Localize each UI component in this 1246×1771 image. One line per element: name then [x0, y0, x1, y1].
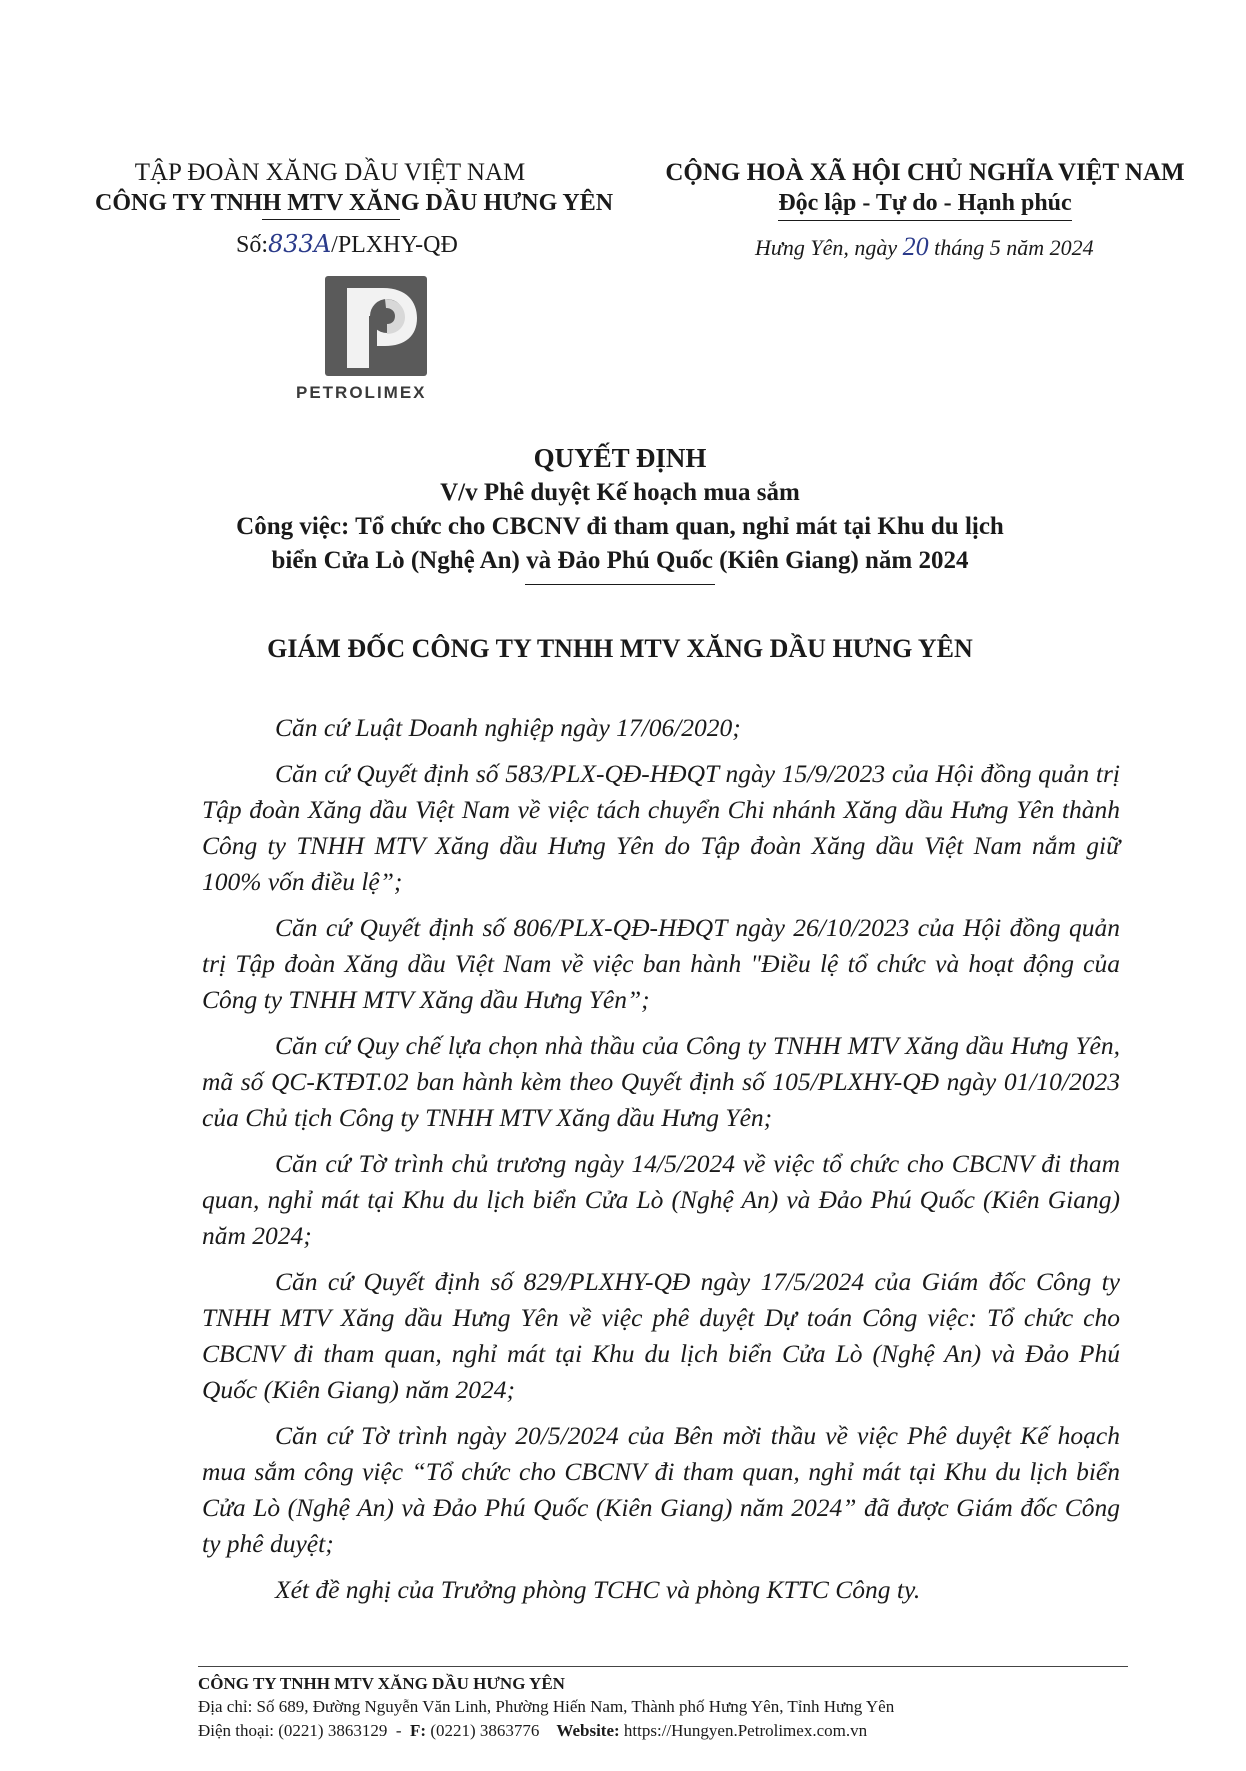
footer-address: Địa chỉ: Số 689, Đường Nguyễn Văn Linh, Phường Hiến Nam, Thành phố Hưng Yên, Tỉnh Hưng Yên [198, 1697, 895, 1716]
issuing-authority: GIÁM ĐỐC CÔNG TY TNHH MTV XĂNG DẦU HƯNG YÊN [267, 634, 973, 663]
legal-bases [202, 710, 1120, 1618]
document-number [236, 230, 458, 259]
page-footer [198, 1666, 1128, 1743]
website-label: Website: [556, 1721, 620, 1740]
title-underline [525, 584, 715, 585]
national-header [640, 158, 1210, 221]
proposal-paragraph: Xét đề nghị của Trưởng phòng TCHC và phòng KTTC Công ty. [275, 1575, 921, 1604]
decision-heading: QUYẾT ĐỊNH [533, 443, 707, 473]
document-number-handwritten: 833A [268, 230, 332, 258]
decision-work-line-2: biển Cửa Lò (Nghệ An) và Đảo Phú Quốc (Kiên Giang) năm 2024 [271, 547, 969, 574]
website-link[interactable]: https://Hungyen.Petrolimex.com.vn [623, 1721, 868, 1740]
fax-number: (0221) 3863776 [430, 1721, 540, 1740]
legal-basis-paragraph: Căn cứ Luật Doanh nghiệp ngày 17/06/2020; [275, 713, 741, 742]
legal-basis-paragraph: Căn cứ Quyết định số 583/PLX-QĐ-HĐQT ngày 15/9/2023 của Hội đồng quản trị Tập đoàn Xăng dầu Việt Nam về việc tách chuyển Chi nhánh Xăng dầu Hưng Yên thành Công ty TNHH MTV Xăng dầu Hưng Yên do Tập đoàn Xăng dầu Việt Nam nắm giữ 100% vốn điều lệ”; [202, 759, 1120, 896]
legal-basis-paragraph: Căn cứ Quyết định số 806/PLX-QĐ-HĐQT ngày 26/10/2023 của Hội đồng quản trị Tập đoàn Xăng dầu Việt Nam về việc ban hành "Điều lệ tổ chức và hoạt động của Công ty TNHH MTV Xăng dầu Hưng Yên”; [202, 913, 1120, 1014]
footer-company: CÔNG TY TNHH MTV XĂNG DẦU HƯNG YÊN [198, 1674, 565, 1693]
decision-subject: V/v Phê duyệt Kế hoạch mua sắm [440, 479, 800, 506]
legal-basis-paragraph: Căn cứ Tờ trình chủ trương ngày 14/5/2024 về việc tổ chức cho CBCNV đi tham quan, nghỉ mát tại Khu du lịch biển Cửa Lò (Nghệ An) và Đảo Phú Quốc (Kiên Giang) năm 2024; [202, 1149, 1120, 1250]
petrolimex-logo-icon [325, 276, 427, 376]
company-name: CÔNG TY TNHH MTV XĂNG DẦU HƯNG YÊN [95, 190, 614, 216]
issuer-header [95, 158, 614, 218]
decision-title-block [160, 440, 1080, 585]
national-motto: Độc lập - Tự do - Hạnh phúc [778, 188, 1071, 221]
date-prefix: Hưng Yên, ngày [755, 235, 898, 260]
phone-label: Điện thoại: [198, 1721, 275, 1740]
document-number-prefix: Số: [236, 232, 269, 258]
phone-number: (0221) 3863129 [278, 1721, 388, 1740]
date-suffix: tháng 5 năm 2024 [934, 235, 1094, 260]
fax-label: F: [410, 1721, 427, 1740]
separator: - [395, 1721, 402, 1740]
legal-basis-paragraph: Căn cứ Quyết định số 829/PLXHY-QĐ ngày 17/5/2024 của Giám đốc Công ty TNHH MTV Xăng dầu Hưng Yên về việc phê duyệt Dự toán Công việc: Tổ chức cho CBCNV đi tham quan, nghỉ mát tại Khu du lịch biển Cửa Lò (Nghệ An) và Đảo Phú Quốc (Kiên Giang) năm 2024; [202, 1267, 1120, 1404]
legal-basis-paragraph: Căn cứ Tờ trình ngày 20/5/2024 của Bên mời thầu về việc Phê duyệt Kế hoạch mua sắm công việc “Tổ chức cho CBCNV đi tham quan, nghỉ mát tại Khu du lịch biển Cửa Lò (Nghệ An) và Đảo Phú Quốc (Kiên Giang) năm 2024” đã được Giám đốc Công ty phê duyệt; [202, 1421, 1120, 1558]
document-number-suffix: /PLXHY-QĐ [331, 232, 458, 258]
issue-date [755, 232, 1094, 262]
footer-contacts [198, 1719, 1128, 1743]
petrolimex-wordmark: PETROLIMEX [296, 383, 427, 402]
decision-work-line-1: Công việc: Tổ chức cho CBCNV đi tham quan, nghỉ mát tại Khu du lịch [236, 513, 1004, 540]
company-name-underline [262, 219, 400, 220]
nation-title: CỘNG HOÀ XÃ HỘI CHỦ NGHĨA VIỆT NAM [665, 159, 1185, 186]
legal-basis-paragraph: Căn cứ Quy chế lựa chọn nhà thầu của Công ty TNHH MTV Xăng dầu Hưng Yên, mã số QC-KTĐT.02 ban hành kèm theo Quyết định số 105/PLXHY-QĐ ngày 01/10/2023 của Chủ tịch Công ty TNHH MTV Xăng dầu Hưng Yên; [202, 1031, 1120, 1132]
date-day-handwritten: 20 [902, 232, 929, 261]
parent-organization: TẬP ĐOÀN XĂNG DẦU VIỆT NAM [134, 159, 526, 186]
